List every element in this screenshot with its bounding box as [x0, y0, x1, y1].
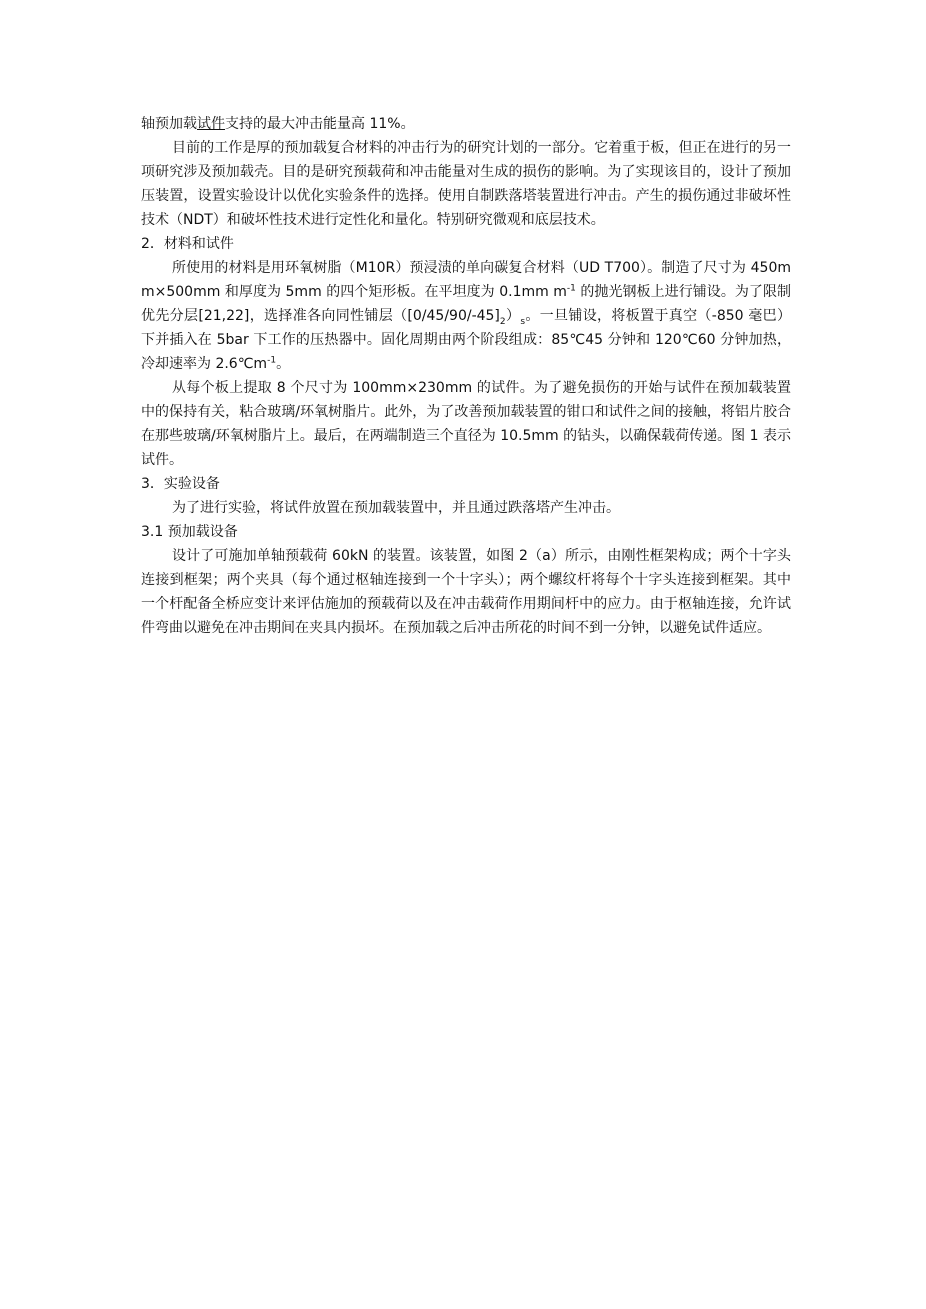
paragraph-specimens: 从每个板上提取 8 个尺寸为 100mm×230mm 的试件。为了避免损伤的开始与试件在预加载装置中的保持有关，粘合玻璃/环氧树脂片。此外，为了改善预加载装置的钳口和试件之间的接触，将铝片胶合在那些玻璃/环氧树脂片上。最后，在两端制造三个直径为 10.5mm 的钻头，以确保载荷传递。图 1 表示试件。: [141, 380, 791, 468]
paragraph-materials: [141, 256, 791, 376]
paragraph-preload: 设计了可施加单轴预载荷 60kN 的装置。该装置，如图 2（a）所示，由刚性框架构成；两个十字头连接到框架；两个夹具（每个通过枢轴连接到一个十字头）；两个螺纹杆将每个十字头连接到框架。其中一个杆配备全桥应变计来评估施加的预载荷以及在冲击载荷作用期间杆中的应力。由于枢轴连接，允许试件弯曲以避免在冲击期间在夹具内损坏。在预加载之后冲击所花的时间不到一分钟，以避免试件适应。: [141, 548, 791, 636]
paragraph-equipment: 为了进行实验，将试件放置在预加载装置中，并且通过跌落塔产生冲击。: [172, 500, 620, 516]
subscript: s: [520, 316, 526, 327]
text-span: 。: [276, 356, 291, 372]
section-heading-materials: 2．材料和试件: [141, 236, 234, 252]
section-heading-equipment: 3．实验设备: [141, 476, 220, 492]
superscript: -1: [267, 355, 277, 366]
text-span: 支持的最大冲击能量高 11%。: [225, 116, 415, 132]
paragraph-continuation: [141, 112, 791, 136]
text-span: 所使用的材料是用环氧树脂（M10R）预浸渍的单向碳复合材料（UD T700）。制造了尺寸为 450mm×500mm 和厚度为 5mm 的四个矩形板。在平坦度为 0.1mm m: [141, 260, 791, 300]
text-span: 。一旦铺设，将板置于真空（-850 毫巴）下并插入在 5bar 下工作的压热器中。固化周期由两个阶段组成：85℃45 分钟和 120℃60 分钟加热，冷却速率为 2.6℃m: [141, 308, 792, 372]
document-body: [141, 112, 791, 640]
paragraph-intro: 目前的工作是厚的预加载复合材料的冲击行为的研究计划的一部分。它着重于板，但正在进行的另一项研究涉及预加载壳。目的是研究预载荷和冲击能量对生成的损伤的影响。为了实现该目的，设计了预加压装置，设置实验设计以优化实验条件的选择。使用自制跌落塔装置进行冲击。产生的损伤通过非破坏性技术（NDT）和破坏性技术进行定性化和量化。特别研究微观和底层技术。: [141, 140, 791, 228]
text-span: 轴预加载: [141, 116, 197, 132]
superscript: -1: [566, 283, 576, 294]
text-span: ）: [505, 308, 521, 324]
subsection-heading-preload: 3.1 预加载设备: [141, 524, 238, 540]
subscript: 2: [499, 316, 506, 327]
text-span: 的抛光钢板上进行铺设。为了限制优先分层[21,22]，选择准各向同性铺层（[0/45/90/-45]: [141, 284, 791, 324]
underlined-term: 试件: [197, 116, 225, 132]
